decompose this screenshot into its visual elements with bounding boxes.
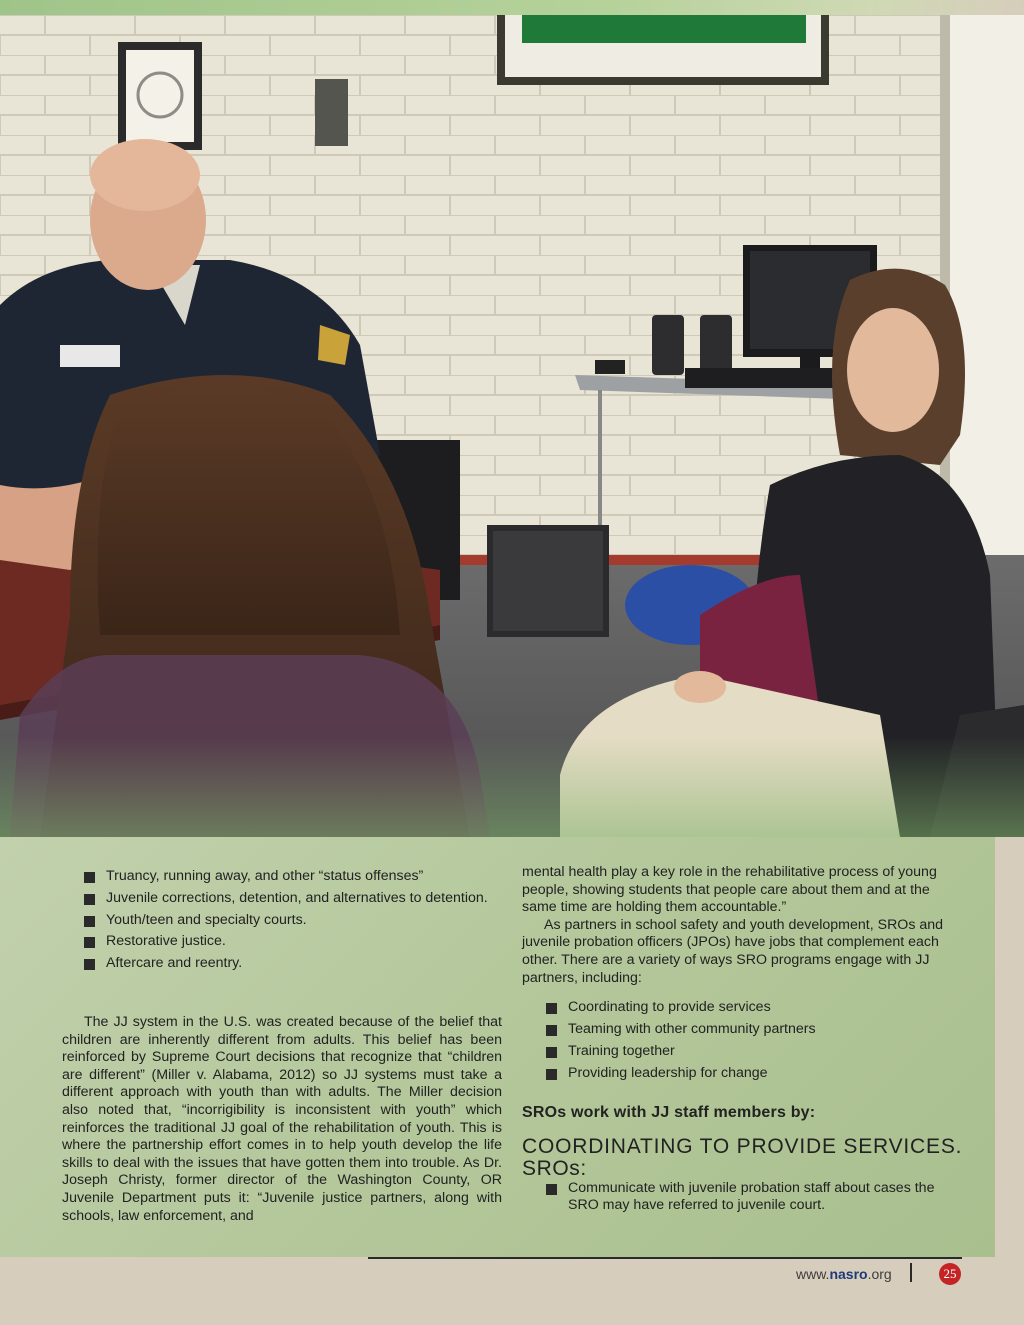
page-number-badge: 25 xyxy=(939,1263,961,1285)
list-item: Communicate with juvenile probation staff about cases the SRO may have referred to juvenile court. xyxy=(546,1180,968,1215)
list-item: Truancy, running away, and other “status offenses” xyxy=(84,868,504,886)
list-item: Restorative justice. xyxy=(84,933,504,951)
list-item: Teaming with other community partners xyxy=(546,1021,968,1039)
juvenile-justice-list xyxy=(84,868,504,973)
coordination-list xyxy=(546,1180,968,1215)
square-bullet-icon xyxy=(84,916,95,927)
subheading: SROs work with JJ staff members by: xyxy=(522,1104,816,1122)
brand-name: nasro xyxy=(829,1266,868,1282)
section-heading-caps: COORDINATING TO PROVIDE SERVICES. xyxy=(522,1134,963,1158)
list-item: Coordinating to provide services xyxy=(546,999,968,1017)
square-bullet-icon xyxy=(546,1184,557,1195)
square-bullet-icon xyxy=(84,894,95,905)
body-paragraph: As partners in school safety and youth development, SROs and juvenile probation officers (JPOs) have jobs that complement each other. There are a variety of ways SRO programs engage with JJ partners, including: xyxy=(522,916,944,986)
square-bullet-icon xyxy=(84,937,95,948)
footer-rule xyxy=(368,1257,962,1259)
square-bullet-icon xyxy=(546,1047,557,1058)
square-bullet-icon xyxy=(84,959,95,970)
right-column xyxy=(522,864,968,1219)
square-bullet-icon xyxy=(546,1025,557,1036)
square-bullet-icon xyxy=(84,872,95,883)
section-heading xyxy=(522,1136,968,1180)
list-item: Juvenile corrections, detention, and alternatives to detention. xyxy=(84,890,504,908)
square-bullet-icon xyxy=(546,1069,557,1080)
square-bullet-icon xyxy=(546,1003,557,1014)
website-link[interactable]: www.nasro.org xyxy=(796,1266,892,1282)
list-item: Youth/teen and specialty courts. xyxy=(84,912,504,930)
left-column xyxy=(84,868,504,977)
body-paragraph: The JJ system in the U.S. was created because of the belief that children are inherently different from adults. This belief has been reinforced by Supreme Court decisions that recognize that “children are different” (Miller v. Alabama, 2012) so JJ systems must take a different approach with youth than with adults. The Miller decision also noted that, “incorrigibility is inconsistent with youth” which reinforces the traditional JJ goal of the rehabilitation of youth. This is where the partnership effort comes in to help youth develop the life skills to deal with the issues that have gotten them into trouble. As Dr. Joseph Christy, former director of the Washington County, OR Juvenile Department puts it: “Juvenile justice partners, along with schools, law enforcement, and xyxy=(62,1014,502,1224)
article-photo xyxy=(0,15,1024,837)
top-accent-bar xyxy=(0,0,1024,15)
footer-separator xyxy=(910,1263,912,1282)
list-item: Training together xyxy=(546,1043,968,1061)
continued-paragraph: mental health play a key role in the rehabilitative process of young people, showing students that people care about them and at the same time are holding them accountable.” xyxy=(522,864,937,916)
list-item: Aftercare and reentry. xyxy=(84,955,504,973)
list-item: Providing leadership for change xyxy=(546,1065,968,1083)
section-heading-tail: SROs: xyxy=(522,1156,587,1180)
sro-programs-list xyxy=(546,999,968,1082)
left-column-body xyxy=(62,1014,502,1225)
